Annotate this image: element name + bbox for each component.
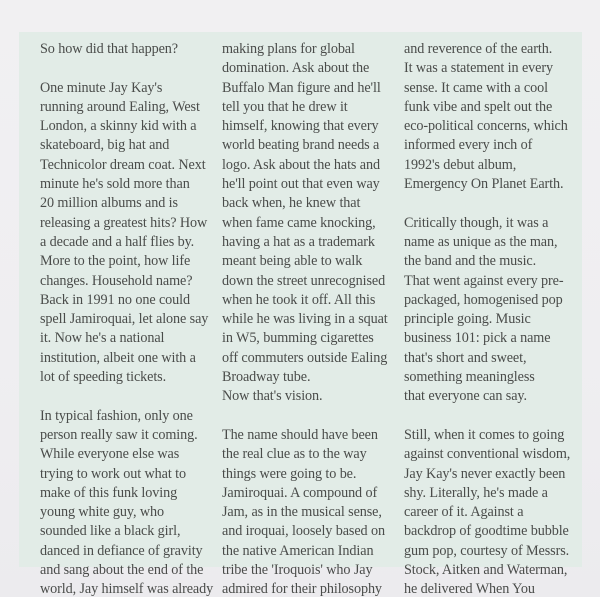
- text-line: It was a statement in every: [404, 60, 553, 77]
- text-line: Still, when it comes to going: [404, 426, 565, 443]
- text-line: things were going to be.: [222, 465, 357, 482]
- text-line: Broadway tube.: [222, 369, 311, 386]
- text-line: logo. Ask about the hats and: [222, 156, 380, 173]
- text-line: eco-political concerns, which: [404, 118, 568, 135]
- text-line: Back in 1991 no one could: [40, 291, 190, 308]
- text-line: down the street unrecognised: [222, 272, 386, 289]
- text-line: career of it. Against a: [404, 504, 524, 521]
- text-line: that everyone can say.: [404, 388, 527, 405]
- text-line: meant being able to walk: [222, 253, 363, 270]
- text-line: world beating brand needs a: [222, 137, 380, 154]
- text-line: running around Ealing, West: [40, 98, 200, 115]
- text-line: trying to work out what to: [40, 465, 186, 482]
- text-line: While everyone else was: [40, 446, 180, 463]
- text-line: spell Jamiroquai, let alone say: [40, 311, 209, 328]
- text-line: releasing a greatest hits? How: [40, 214, 208, 231]
- text-line: Jay Kay's never exactly been: [404, 465, 566, 482]
- text-line: young white guy, who: [40, 504, 164, 521]
- text-line: More to the point, how life: [40, 253, 191, 270]
- text-line: when fame came knocking,: [222, 214, 376, 231]
- text-column-2: [222, 40, 398, 597]
- paragraph: [40, 40, 216, 59]
- text-line: the band and the music.: [404, 253, 537, 270]
- paragraph: [404, 40, 580, 194]
- text-line: and reverence of the earth.: [404, 41, 553, 57]
- text-line: the real clue as to the way: [222, 446, 367, 463]
- text-line: London, a skinny kid with a: [40, 118, 197, 135]
- paragraph: [404, 214, 580, 407]
- text-line: a decade and a half flies by.: [40, 233, 195, 250]
- text-column-1: [40, 40, 216, 597]
- text-line: he delivered When You: [404, 581, 535, 597]
- text-line: principle going. Music: [404, 311, 531, 328]
- text-line: informed every inch of: [404, 137, 533, 154]
- text-line: danced in defiance of gravity: [40, 542, 203, 559]
- text-line: it. Now he's a national: [40, 330, 165, 347]
- text-line: lot of speeding tickets.: [40, 369, 167, 386]
- text-line: So how did that happen?: [40, 41, 178, 57]
- text-line: sounded like a black girl,: [40, 523, 181, 540]
- text-line: making plans for global: [222, 41, 355, 57]
- text-line: One minute Jay Kay's: [40, 79, 163, 96]
- text-line: Critically though, it was a: [404, 214, 549, 231]
- text-line: The name should have been: [222, 426, 378, 443]
- text-line: Stock, Aitken and Waterman,: [404, 562, 568, 579]
- text-line: that's short and sweet,: [404, 349, 527, 366]
- paragraph: [222, 40, 398, 407]
- text-line: Now that's vision.: [222, 388, 323, 405]
- text-line: against conventional wisdom,: [404, 446, 571, 463]
- text-line: back when, he knew that: [222, 195, 361, 212]
- text-line: Jam, as in the musical sense,: [222, 504, 382, 521]
- text-line: packaged, homogenised pop: [404, 291, 563, 308]
- text-line: 20 million albums and is: [40, 195, 178, 212]
- text-line: world, Jay himself was already: [40, 581, 214, 597]
- text-line: Buffalo Man figure and he'll: [222, 79, 381, 96]
- text-line: institution, albeit one with a: [40, 349, 196, 366]
- text-line: domination. Ask about the: [222, 60, 370, 77]
- text-line: person really saw it coming.: [40, 426, 198, 443]
- text-line: the native American Indian: [222, 542, 374, 559]
- text-line: admired for their philosophy: [222, 581, 382, 597]
- text-line: and sang about the end of the: [40, 562, 204, 579]
- text-line: make of this funk loving: [40, 484, 178, 501]
- text-line: sense. It came with a cool: [404, 79, 548, 96]
- text-line: minute he's sold more than: [40, 176, 190, 193]
- text-line: having a hat as a trademark: [222, 233, 375, 250]
- paragraph: [40, 407, 216, 597]
- text-line: skateboard, big hat and: [40, 137, 170, 154]
- paragraph: [404, 426, 580, 597]
- text-line: he'll point out that even way: [222, 176, 380, 193]
- text-line: in W5, bumming cigarettes: [222, 330, 374, 347]
- text-line: That went against every pre-: [404, 272, 564, 289]
- text-line: when he took it off. All this: [222, 291, 376, 308]
- paragraph: [222, 426, 398, 597]
- text-line: changes. Household name?: [40, 272, 193, 289]
- text-line: In typical fashion, only one: [40, 407, 193, 424]
- text-line: shy. Literally, he's made a: [404, 484, 548, 501]
- text-line: backdrop of goodtime bubble: [404, 523, 569, 540]
- paragraph: [40, 79, 216, 388]
- text-line: while he was living in a squat: [222, 311, 388, 328]
- text-line: business 101: pick a name: [404, 330, 551, 347]
- text-line: name as unique as the man,: [404, 233, 558, 250]
- text-line: something meaningless: [404, 369, 535, 386]
- text-line: himself, knowing that every: [222, 118, 379, 135]
- text-line: tell you that he drew it: [222, 98, 348, 115]
- text-line: funk vibe and spelt out the: [404, 98, 553, 115]
- text-column-3: [404, 40, 580, 597]
- text-line: gum pop, courtesy of Messrs.: [404, 542, 570, 559]
- text-line: tribe the 'Iroquois' who Jay: [222, 562, 373, 579]
- text-line: off commuters outside Ealing: [222, 349, 388, 366]
- text-line: 1992's debut album,: [404, 156, 517, 173]
- text-line: and iroquai, loosely based on: [222, 523, 385, 540]
- text-line: Jamiroquai. A compound of: [222, 484, 378, 501]
- text-line: Emergency On Planet Earth.: [404, 176, 564, 193]
- text-line: Technicolor dream coat. Next: [40, 156, 206, 173]
